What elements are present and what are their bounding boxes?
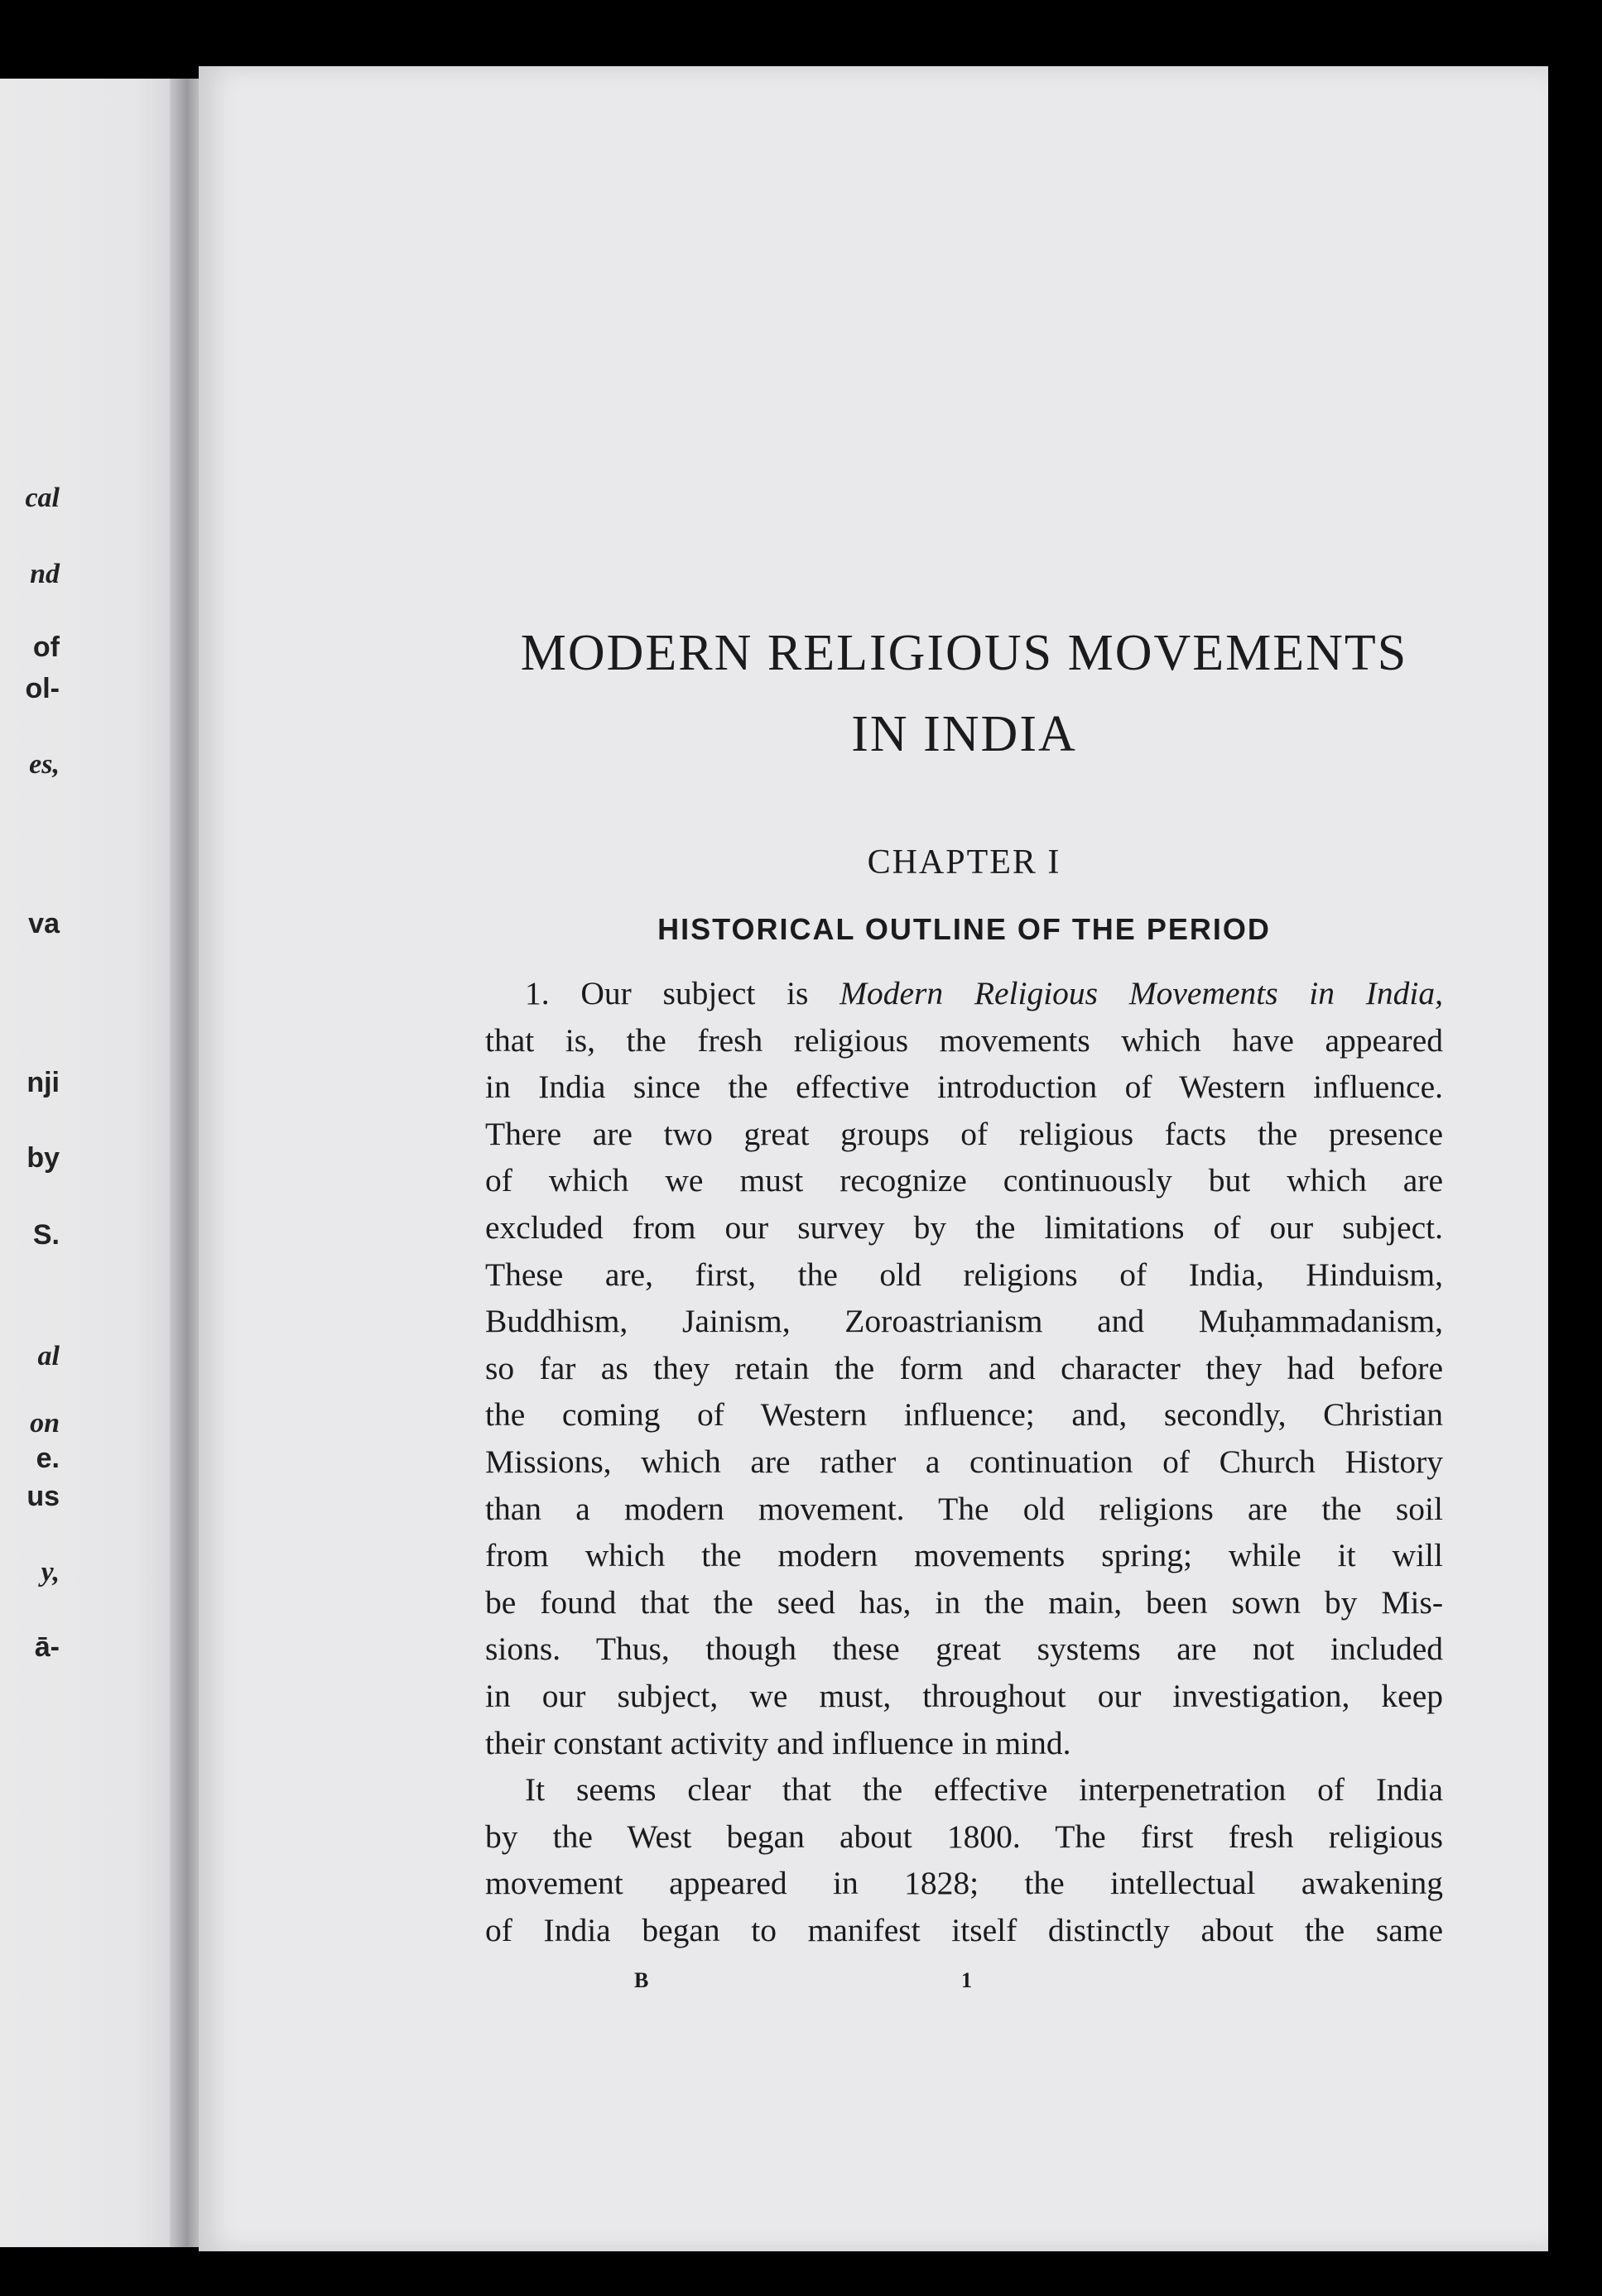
fragment: on: [30, 1408, 60, 1439]
chapter-number: CHAPTER I: [867, 843, 1061, 881]
fragment: va: [28, 908, 60, 939]
text-line: in India since the effective introduction of Western influence.: [485, 1069, 1443, 1106]
page-number: 1: [961, 1968, 972, 1992]
text-line: be found that the seed has, in the main, been sown by Mis-: [485, 1583, 1443, 1621]
fragment: nd: [30, 559, 60, 589]
book-title-line-1: MODERN RELIGIOUS MOVEMENTS: [520, 625, 1408, 681]
fragment: nji: [26, 1067, 60, 1098]
right-page: [199, 66, 1548, 2251]
text-line: their constant activity and influence in mind.: [485, 1724, 1071, 1761]
fragment: cal: [25, 483, 60, 513]
text-line: than a modern movement. The old religions are the soil: [485, 1490, 1443, 1527]
fragment: of: [32, 632, 60, 663]
fragment: al: [37, 1341, 60, 1371]
page-content: [485, 612, 1443, 1992]
text-line: so far as they retain the form and character they had before: [485, 1349, 1443, 1386]
text-line: There are two great groups of religious facts the presence: [485, 1115, 1443, 1152]
text-line: excluded from our survey by the limitations of our subject.: [485, 1208, 1443, 1246]
fragment: by: [26, 1142, 60, 1174]
subject-title-italic: Modern Religious Movements in India,: [839, 975, 1443, 1011]
text-line: in our subject, we must, throughout our investigation, keep: [485, 1677, 1443, 1714]
fragment: ā-: [34, 1631, 60, 1663]
text-line: These are, first, the old religions of India, Hinduism,: [485, 1256, 1443, 1293]
text-line: sions. Thus, though these great systems are not included: [485, 1631, 1443, 1668]
text-line: Buddhism, Jainism, Zoroastrianism and Muḥammadanism,: [485, 1303, 1443, 1340]
paragraph-2-line: It seems clear that the effective interpenetration of India: [525, 1771, 1443, 1808]
text-line: that is, the fresh religious movements which have appeared: [485, 1021, 1443, 1059]
text-line: from which the modern movements spring; while it will: [485, 1537, 1443, 1574]
paragraph-2-line: movement appeared in 1828; the intellectual awakening: [485, 1865, 1443, 1902]
left-facing-page: [0, 79, 190, 2247]
text-line: of which we must recognize continuously but which are: [485, 1162, 1443, 1199]
fragment: e.: [36, 1443, 60, 1474]
fragment: es,: [29, 749, 60, 780]
paragraph-2-line: by the West began about 1800. The first fresh religious: [485, 1818, 1443, 1855]
fragment: us: [26, 1481, 60, 1512]
fragment: ol-: [25, 673, 60, 704]
paragraph-2-line: of India began to manifest itself distinctly about the same: [485, 1911, 1443, 1948]
body-text: [485, 970, 1443, 1953]
chapter-title: HISTORICAL OUTLINE OF THE PERIOD: [657, 912, 1271, 946]
book-title: [485, 612, 1443, 775]
fragment: S.: [32, 1219, 60, 1251]
text-line: Missions, which are rather a continuation of Church History: [485, 1443, 1443, 1480]
paragraph-1-line-1: [485, 970, 1443, 1017]
book-title-line-2: IN INDIA: [851, 706, 1077, 762]
paragraph-1-lead: 1. Our subject is: [525, 975, 840, 1011]
signature-mark: B: [634, 1968, 649, 1992]
fragment: y,: [41, 1557, 60, 1588]
text-line: the coming of Western influence; and, secondly, Christian: [485, 1396, 1443, 1434]
